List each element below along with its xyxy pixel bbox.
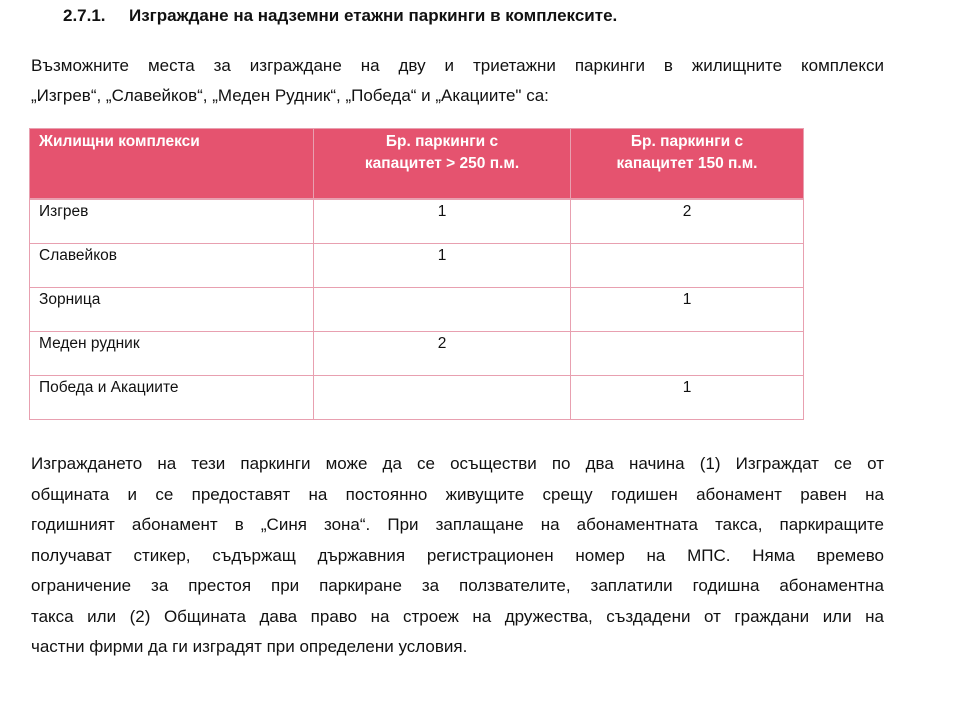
complex-name: Изгрев [30,199,314,244]
intro-paragraph [31,51,884,111]
header-complexes [30,129,314,200]
body-line: получават стикер, съдържащ държавния регистрационен номер на МПС. Няма времево [31,545,884,565]
intro-line: „Изгрев“, „Славейков“, „Меден Рудник“, „Победа“ и „Акациите" са: [31,86,549,105]
header-line: капацитет 150 п.м. [616,155,758,172]
section-number: 2.7.1. [63,6,106,25]
complex-name: Славейков [30,244,314,288]
header-capacity-250 [314,129,571,200]
section-title: Изграждане на надземни етажни паркинги в комплексите. [129,6,618,25]
count-cap150: 2 [571,199,804,244]
count-cap150 [571,244,804,288]
count-cap250 [314,376,571,420]
complex-name: Меден рудник [30,332,314,376]
body-line: ограничение за престоя при паркиране за ползвателите, заплатили годишна абонаментна [31,576,884,595]
count-cap250: 2 [314,332,571,376]
count-cap150 [571,332,804,376]
header-line: Бр. паркинги с [385,133,499,150]
complex-name: Зорница [30,288,314,332]
table-row [30,288,804,332]
count-cap250: 1 [314,244,571,288]
table-header-row [30,129,804,200]
header-line: Бр. паркинги с [630,133,744,150]
header-line: капацитет > 250 п.м. [364,155,520,172]
body-line: такса или (2) Общината дава право на строеж на дружества, създадени от граждани или на [31,606,884,626]
body-paragraph [31,449,884,663]
complex-name: Победа и Акациите [30,376,314,420]
section-heading [63,6,617,26]
header-capacity-150 [571,129,804,200]
count-cap150: 1 [571,288,804,332]
parking-table [29,128,804,420]
table-row [30,376,804,420]
header-complexes-label: Жилищни комплекси [39,133,200,150]
count-cap250: 1 [314,199,571,244]
body-line: годишният абонамент в „Синя зона“. При заплащане на абонаментната такса, паркиращите [31,515,884,534]
table-row [30,199,804,244]
count-cap150: 1 [571,376,804,420]
intro-line: Възможните места за изграждане на дву и триетажни паркинги в жилищните комплекси [31,56,884,75]
body-line: Изграждането на тези паркинги може да се осъществи по два начина (1) Изграждат се от [31,454,884,473]
count-cap250 [314,288,571,332]
table-row [30,244,804,288]
table-row [30,332,804,376]
body-line: частни фирми да ги изградят при определени условия. [31,637,468,656]
body-line: общината и се предоставят на постоянно живущите срещу годишен абонамент равен на [31,484,884,504]
